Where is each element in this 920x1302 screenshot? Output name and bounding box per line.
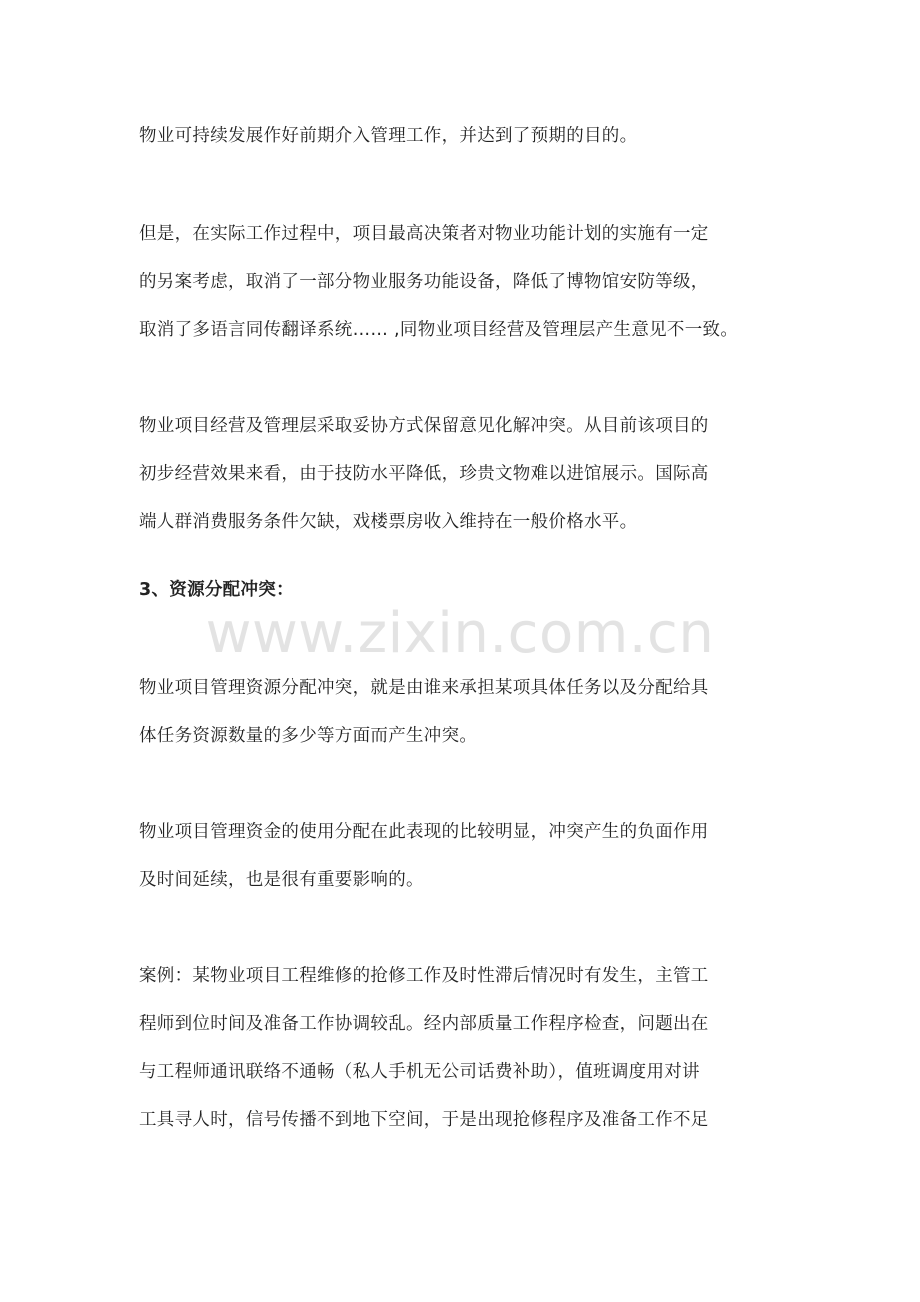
paragraph-5-line-1: 物业项目管理资源分配冲突，就是由谁来承担某项具体任务以及分配给具 — [139, 678, 709, 698]
section-heading: 3、资源分配冲突： — [139, 580, 294, 600]
paragraph-6-line-2: 及时间延续，也是很有重要影响的。 — [139, 870, 424, 890]
paragraph-7-line-2: 程师到位时间及准备工作协调较乱。经内部质量工作程序检查，问题出在 — [139, 1014, 709, 1034]
paragraph-2-line-2: 的另案考虑，取消了一部分物业服务功能设备，降低了博物馆安防等级， — [139, 272, 709, 292]
paragraph-3-line-3: 端人群消费服务条件欠缺，戏楼票房收入维持在一般价格水平。 — [139, 512, 638, 532]
paragraph-6-line-1: 物业项目管理资金的使用分配在此表现的比较明显，冲突产生的负面作用 — [139, 822, 709, 842]
paragraph-1-line-1: 物业可持续发展作好前期介入管理工作，并达到了预期的目的。 — [139, 126, 638, 146]
paragraph-7-line-3: 与工程师通讯联络不通畅（私人手机无公司话费补助），值班调度用对讲 — [139, 1062, 700, 1082]
paragraph-2-line-3: 取消了多语言同传翻译系统…… ,同物业项目经营及管理层产生意见不一致。 — [139, 320, 739, 340]
paragraph-7-line-4: 工具寻人时，信号传播不到地下空间，于是出现抢修程序及准备工作不足 — [139, 1110, 709, 1130]
paragraph-5-line-2: 体任务资源数量的多少等方面而产生冲突。 — [139, 726, 478, 746]
paragraph-2-line-1: 但是，在实际工作过程中，项目最高决策者对物业功能计划的实施有一定 — [139, 224, 709, 244]
watermark: www.zixin.com.cn — [205, 601, 715, 666]
paragraph-7-line-1: 案例：某物业项目工程维修的抢修工作及时性滞后情况时有发生，主管工 — [139, 966, 709, 986]
paragraph-3-line-1: 物业项目经营及管理层采取妥协方式保留意见化解冲突。从目前该项目的 — [139, 416, 709, 436]
paragraph-3-line-2: 初步经营效果来看，由于技防水平降低，珍贵文物难以进馆展示。国际高 — [139, 464, 709, 484]
